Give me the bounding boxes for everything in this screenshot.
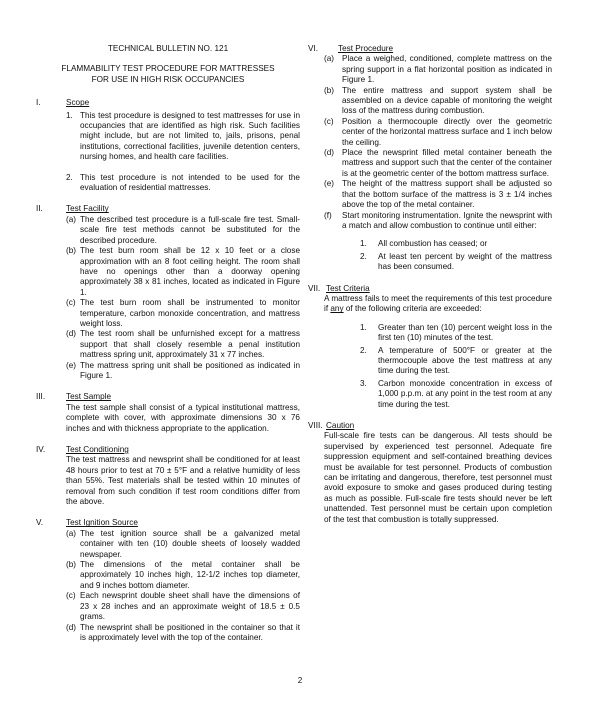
list-item: [324, 117, 552, 148]
sub-list-item: [360, 239, 552, 249]
criteria-intro-end: of the following criteria are exceeded:: [343, 304, 482, 314]
section-test-criteria: [308, 284, 552, 410]
section-number: IV.: [36, 445, 46, 454]
list-item: [66, 529, 300, 560]
item-label: (e): [66, 360, 77, 370]
item-text: At least ten percent by weight of the mattress has been consumed.: [378, 251, 552, 272]
section-title: Test Sample: [66, 392, 112, 402]
item-label: (a): [324, 54, 335, 64]
sub-list-item: [360, 323, 552, 344]
item-text: This test procedure is designed to test mattresses for use in occupancies that are identified as high risk. Such facilities might include, but are not limited to, jails, prisons, penal institutions, correctional facilities, juvenile detention centers, nursing homes, and health care facilities.: [80, 110, 300, 162]
item-label: 3.: [360, 378, 367, 388]
section-test-conditioning: [36, 445, 300, 507]
list-item: [66, 361, 300, 382]
item-text: A temperature of 500°F or greater at the thermocouple above the test mattress at any time during the test.: [378, 345, 552, 376]
item-text: The entire mattress and support system shall be assembled on a device capable of monitoring the weight loss of the mattress during combustion.: [342, 85, 552, 116]
section-test-sample: [36, 392, 300, 434]
section-body: Full-scale fire tests can be dangerous. All tests should be supervised by experienced test personnel. Adequate fire suppression equipment and self-contained breathing devices must be available for test personnel. Products of combustion can be irritating and dangerous, therefore, test personnel must avoid exposure to smoke and gases produced during testing as much as possible. Full-scale fire tests should never be left unattended. Test personnel must be certain upon completion of the test that combustion is totally suppressed.: [324, 431, 552, 524]
section-title: Test Procedure: [338, 44, 394, 53]
document-title-line-1: FLAMMABILITY TEST PROCEDURE FOR MATTRESSES: [61, 64, 275, 74]
list-item: [66, 215, 300, 246]
list-item: [324, 211, 552, 232]
item-label: 2.: [360, 345, 367, 355]
item-text: The mattress spring unit shall be positioned as indicated in Figure 1.: [80, 360, 300, 380]
section-scope: [36, 98, 300, 193]
item-text: The newsprint shall be positioned in the container so that it is approximately level with the top of the container.: [80, 622, 300, 642]
section-number: II.: [36, 204, 43, 214]
list-item: [66, 173, 300, 194]
section-body: The test sample shall consist of a typical institutional mattress, complete with cover, with approximate dimensions 30 x 76 inches and with thickness appropriate to the application.: [66, 402, 300, 433]
section-number: I.: [36, 98, 41, 108]
item-text: Place the newsprint filled metal container beneath the mattress and support such that the center of the container is at the geometric center of the bottom mattress surface.: [342, 148, 552, 178]
page-number: 2: [297, 676, 303, 685]
item-text: The dimensions of the metal container shall be approximately 10 inches high, 12-1/2 inches top diameter, and 9 inches bottom diameter.: [80, 560, 300, 590]
section-test-procedure: [308, 44, 552, 273]
item-label: (a): [66, 214, 77, 224]
item-label: (d): [66, 622, 77, 632]
item-label: (e): [324, 179, 335, 189]
item-label: 2.: [360, 251, 367, 261]
item-text: Place a weighed, conditioned, complete mattress on the spring support in a flat horizontal position as indicated in Figure 1.: [342, 54, 552, 85]
list-item: [324, 148, 552, 179]
item-text: The test burn room shall be instrumented to monitor temperature, carbon monoxide concentration, and mattress weight loss.: [80, 298, 300, 328]
list-item: [324, 179, 552, 210]
sub-list-item: [360, 346, 552, 377]
section-title: Test Facility: [66, 204, 109, 214]
item-label: (b): [66, 246, 77, 256]
section-title: Scope: [66, 98, 90, 108]
section-title: Test Ignition Source: [66, 518, 138, 528]
left-column: [36, 44, 300, 654]
item-label: 1.: [360, 239, 367, 249]
item-text: The test burn room shall be 12 x 10 feet or a close approximation with an 8 foot ceiling height. The room shall have no openings other than a doorway opening approximately 38 x 81 inches, located as indicated in Figure 1.: [80, 246, 300, 297]
sub-list: [360, 239, 552, 272]
section-caution: [308, 421, 552, 525]
item-text: Position a thermocouple directly over the geometric center of the horizontal mattress surface and 1 inch below the ceiling.: [342, 116, 552, 147]
criteria-intro: A mattress fails to meet the requirements of this test procedure if: [324, 293, 552, 314]
list-item: [66, 591, 300, 622]
list-item: [324, 86, 552, 117]
sub-list-item: [360, 379, 552, 410]
item-label: 1.: [360, 322, 367, 332]
list-item: [66, 246, 300, 298]
document-title-line-2: FOR USE IN HIGH RISK OCCUPANCIES: [91, 74, 245, 84]
section-title: Caution: [326, 421, 355, 430]
item-label: (b): [66, 560, 77, 570]
criteria-emphasis: any: [330, 304, 344, 314]
item-text: This test procedure is not intended to be used for the evaluation of residential mattresses.: [80, 172, 300, 193]
section-title: Test Criteria: [326, 283, 370, 293]
section-test-ignition-source: [36, 518, 300, 643]
item-text: Each newsprint double sheet shall have the dimensions of 23 x 28 inches and an approximate weight of 18.5 ± 0.5 grams.: [80, 591, 300, 622]
list-item: [66, 298, 300, 329]
list-item: [66, 560, 300, 591]
item-label: (d): [324, 148, 335, 158]
section-body: The test mattress and newsprint shall be conditioned for at least 48 hours prior to test at 70 ± 5°F and a relative humidity of less than 55%. Test materials shall be tested within 10 minutes of removal from such condition if test room conditions differ from the above.: [66, 455, 300, 507]
section-number: VIII.: [308, 421, 323, 430]
title-block: [36, 44, 300, 85]
item-label: (b): [324, 85, 335, 95]
sub-list: [360, 323, 552, 410]
list-item: [66, 623, 300, 644]
right-column: [308, 44, 552, 536]
item-label: (a): [66, 528, 77, 538]
item-label: (f): [324, 210, 332, 220]
section-number: VI.: [308, 44, 319, 53]
item-label: (c): [324, 116, 334, 126]
list-item: [66, 111, 300, 163]
item-text: The described test procedure is a full-scale fire test. Small-scale fire test methods cannot be substituted for the described procedure.: [80, 214, 300, 245]
bulletin-number: TECHNICAL BULLETIN NO. 121: [107, 44, 229, 53]
item-text: Start monitoring instrumentation. Ignite the newsprint with a match and allow combustion to continue until either:: [342, 210, 552, 230]
item-label: (c): [66, 591, 76, 601]
section-number: V.: [36, 518, 43, 528]
item-text: The test ignition source shall be a galvanized metal container with ten (10) double sheets of loosely wadded newspaper.: [80, 528, 300, 559]
item-text: All combustion has ceased; or: [378, 239, 488, 249]
section-body: [324, 294, 552, 315]
list-item: [66, 329, 300, 360]
sub-list-item: [360, 252, 552, 273]
section-number: VII.: [308, 283, 321, 293]
item-text: Carbon monoxide concentration in excess of 1,000 p.p.m. at any point in the test room at any time during the test.: [378, 378, 552, 409]
section-test-facility: [36, 204, 300, 381]
section-number: III.: [36, 392, 46, 402]
item-label: (d): [66, 329, 77, 339]
section-title: Test Conditioning: [66, 445, 129, 454]
item-text: Greater than ten (10) percent weight loss in the first ten (10) minutes of the test.: [378, 322, 552, 343]
list-item: [324, 54, 552, 85]
item-label: (c): [66, 298, 76, 308]
item-text: The height of the mattress support shall be adjusted so that the bottom surface of the mattress is 3 ± 1/4 inches above the top of the metal container.: [342, 179, 552, 210]
item-text: The test room shall be unfurnished except for a mattress support that shall closely resemble a penal institution mattress spring unit, approximately 31 x 77 inches.: [80, 329, 300, 360]
item-label: 2.: [66, 172, 73, 182]
item-label: 1.: [66, 110, 73, 120]
